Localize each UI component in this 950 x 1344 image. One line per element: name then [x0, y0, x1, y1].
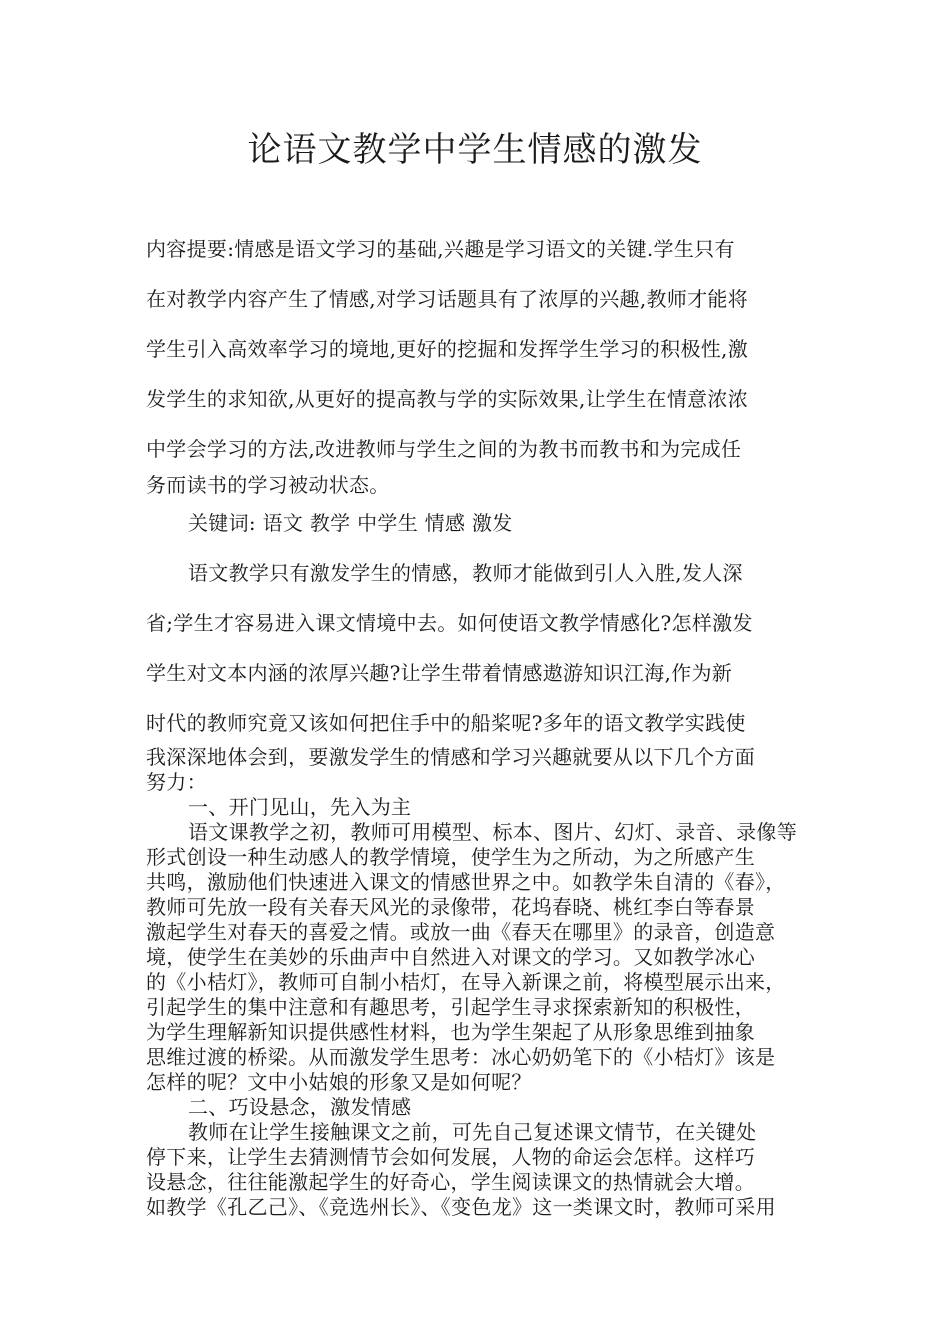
body-line: 设悬念，往往能激起学生的好奇心，学生阅读课文的热情就会大增。 — [146, 1170, 755, 1194]
abstract-line: 中学会学习的方法,改进教师与学生之间的为教书而教书和为完成任 — [146, 437, 742, 461]
body-line: 引起学生的集中注意和有趣思考，引起学生寻求探索新知的积极性， — [146, 995, 755, 1019]
abstract-line: 务而读书的学习被动状态。 — [146, 473, 390, 497]
document-title: 论语文教学中学生情感的激发 — [247, 130, 703, 170]
body-line: 语文课教学之初，教师可用模型、标本、图片、幻灯、录音、录像等 — [188, 820, 797, 844]
body-text — [146, 745, 816, 1220]
abstract-line: 在对教学内容产生了情感,对学习话题具有了浓厚的兴趣,教师才能将 — [146, 287, 749, 311]
intro-paragraph — [146, 548, 816, 748]
abstract-line: 发学生的求知欲,从更好的提高教与学的实际效果,让学生在情意浓浓 — [146, 387, 749, 411]
abstract-line: 学生引入高效率学习的境地,更好的挖掘和发挥学生学习的积极性,激 — [146, 337, 749, 361]
body-line: 境，使学生在美妙的乐曲声中自然进入对课文的学习。又如教学冰心 — [146, 945, 755, 969]
body-line: 停下来，让学生去猜测情节会如何发展，人物的命运会怎样。这样巧 — [146, 1145, 755, 1169]
intro-line: 时代的教师究竟又该如何把住手中的船桨呢?多年的语文教学实践使 — [146, 711, 746, 735]
body-line: 教师可先放一段有关春天风光的录像带，花坞春晓、桃红李白等春景 — [146, 895, 755, 919]
intro-line: 语文教学只有激发学生的情感，教师才能做到引人入胜,发人深 — [188, 561, 743, 585]
body-line: 形式创设一种生动感人的教学情境，使学生为之所动，为之所感产生 — [146, 845, 755, 869]
body-line: 为学生理解新知识提供感性材料，也为学生架起了从形象思维到抽象 — [146, 1020, 755, 1044]
section-heading: 二、巧设悬念，激发情感 — [188, 1095, 412, 1119]
intro-line: 省;学生才容易进入课文情境中去。如何使语文教学情感化?怎样激发 — [146, 611, 753, 635]
body-line: 激起学生对春天的喜爱之情。或放一曲《春天在哪里》的录音，创造意 — [146, 920, 776, 944]
abstract-last-line-wrap — [146, 470, 816, 500]
body-line: 共鸣，激励他们快速进入课文的情感世界之中。如教学朱自清的《春》， — [146, 870, 786, 894]
abstract-line: 内容提要:情感是语文学习的基础,兴趣是学习语文的关键.学生只有 — [146, 237, 735, 261]
body-line: 如教学《孔乙己》、《竞选州长》、《变色龙》这一类课文时，教师可采用 — [146, 1195, 776, 1219]
body-line: 我深深地体会到，要激发学生的情感和学习兴趣就要从以下几个方面 — [146, 745, 755, 769]
body-line: 努力： — [146, 770, 207, 794]
body-line: 思维过渡的桥梁。从而激发学生思考：冰心奶奶笔下的《小桔灯》该是 — [146, 1045, 776, 1069]
intro-line: 学生对文本内涵的浓厚兴趣?让学生带着情感遨游知识江海,作为新 — [146, 661, 733, 685]
abstract-paragraph — [146, 224, 816, 474]
body-line: 怎样的呢？文中小姑娘的形象又是如何呢？ — [146, 1070, 532, 1094]
section-heading: 一、开门见山，先入为主 — [188, 795, 412, 819]
body-line: 的《小桔灯》，教师可自制小桔灯，在导入新课之前，将模型展示出来， — [146, 970, 786, 994]
keywords-line: 关键词: 语文 教学 中学生 情感 激发 — [188, 511, 513, 535]
body-line: 教师在让学生接触课文之前，可先自己复述课文情节，在关键处 — [188, 1120, 757, 1144]
